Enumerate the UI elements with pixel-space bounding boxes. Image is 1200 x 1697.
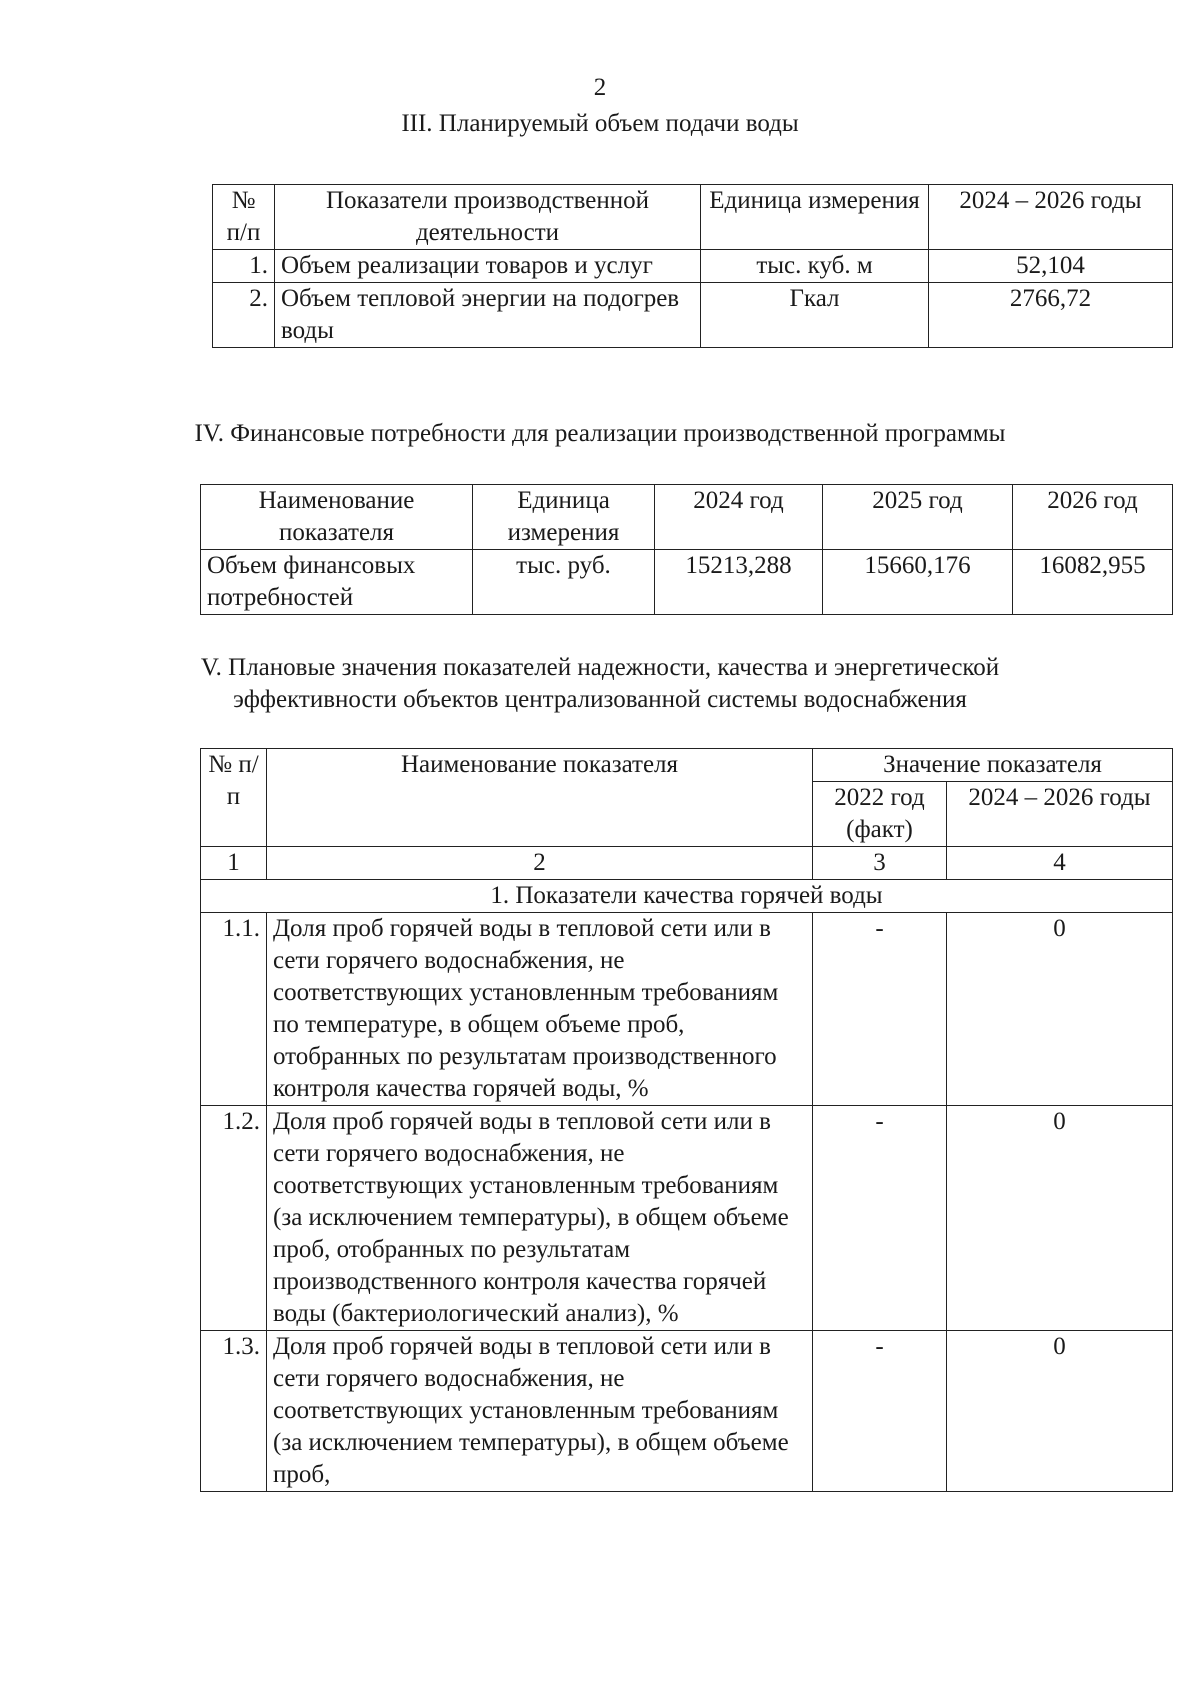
row-plan: 0 [947,1331,1173,1492]
row-value: 2766,72 [929,283,1173,348]
header-period: 2024 – 2026 годы [929,185,1173,250]
table-row [213,250,1173,283]
header-unit: Единица измерения [701,185,929,250]
row-fact: - [813,1331,947,1492]
header-num: № п/п [201,749,267,847]
row-num: 1. [213,250,275,283]
header-2025: 2025 год [823,485,1013,550]
row-2025: 15660,176 [823,550,1013,615]
row-name: Объем тепловой энергии на подогрев воды [275,283,701,348]
water-supply-table [212,184,1173,348]
header-plan: 2024 – 2026 годы [947,782,1173,847]
table-row [201,1331,1173,1492]
row-name: Доля проб горячей воды в тепловой сети или в сети горячего водоснабжения, не соответствующих установленным требованиям (за исключением температуры), в общем объеме проб, отобранных по результатам производственного контроля качества горячей воды (бактериологический анализ), % [267,1106,813,1331]
header-value-group: Значение показателя [813,749,1173,782]
row-plan: 0 [947,1106,1173,1331]
section3-heading: III. Планируемый объем подачи воды [401,110,799,137]
group-title-row [201,880,1173,913]
row-name: Доля проб горячей воды в тепловой сети или в сети горячего водоснабжения, не соответствующих установленным требованиям (за исключением температуры), в общем объеме проб, [267,1331,813,1492]
row-2026: 16082,955 [1013,550,1173,615]
row-2024: 15213,288 [655,550,823,615]
table-row [201,913,1173,1106]
page-number: 2 [593,74,607,101]
col-number: 1 [201,847,267,880]
row-num: 1.1. [201,913,267,1106]
financial-needs-table [200,484,1173,615]
col-number: 3 [813,847,947,880]
header-name: Наименование показателя [201,485,473,550]
header-name: Наименование показателя [267,749,813,847]
column-number-row [201,847,1173,880]
row-value: 52,104 [929,250,1173,283]
row-num: 1.2. [201,1106,267,1331]
header-2024: 2024 год [655,485,823,550]
row-fact: - [813,1106,947,1331]
reliability-indicators-table [200,748,1173,1492]
header-unit: Единица измерения [473,485,655,550]
row-unit: тыс. куб. м [701,250,929,283]
table-header-row [201,749,1173,782]
section5-heading-line1: V. Плановые значения показателей надежности, качества и энергетической [200,654,1000,681]
table-header-row [213,185,1173,250]
row-num: 1.3. [201,1331,267,1492]
table-row [201,1106,1173,1331]
header-num: № п/п [213,185,275,250]
table-row [213,283,1173,348]
row-name: Объем финансовых потребностей [201,550,473,615]
table-row [201,550,1173,615]
header-indicator: Показатели производственной деятельности [275,185,701,250]
row-num: 2. [213,283,275,348]
row-name: Объем реализации товаров и услуг [275,250,701,283]
group-title: 1. Показатели качества горячей воды [201,880,1173,913]
section5-heading-line2: эффективности объектов централизованной системы водоснабжения [233,686,967,713]
header-fact: 2022 год (факт) [813,782,947,847]
table-header-row [201,485,1173,550]
row-unit: Гкал [701,283,929,348]
section4-heading: IV. Финансовые потребности для реализации производственной программы [194,420,1006,447]
header-2026: 2026 год [1013,485,1173,550]
col-number: 4 [947,847,1173,880]
row-fact: - [813,913,947,1106]
row-plan: 0 [947,913,1173,1106]
row-unit: тыс. руб. [473,550,655,615]
col-number: 2 [267,847,813,880]
row-name: Доля проб горячей воды в тепловой сети или в сети горячего водоснабжения, не соответствующих установленным требованиям по температуре, в общем объеме проб, отобранных по результатам производственного контроля качества горячей воды, % [267,913,813,1106]
